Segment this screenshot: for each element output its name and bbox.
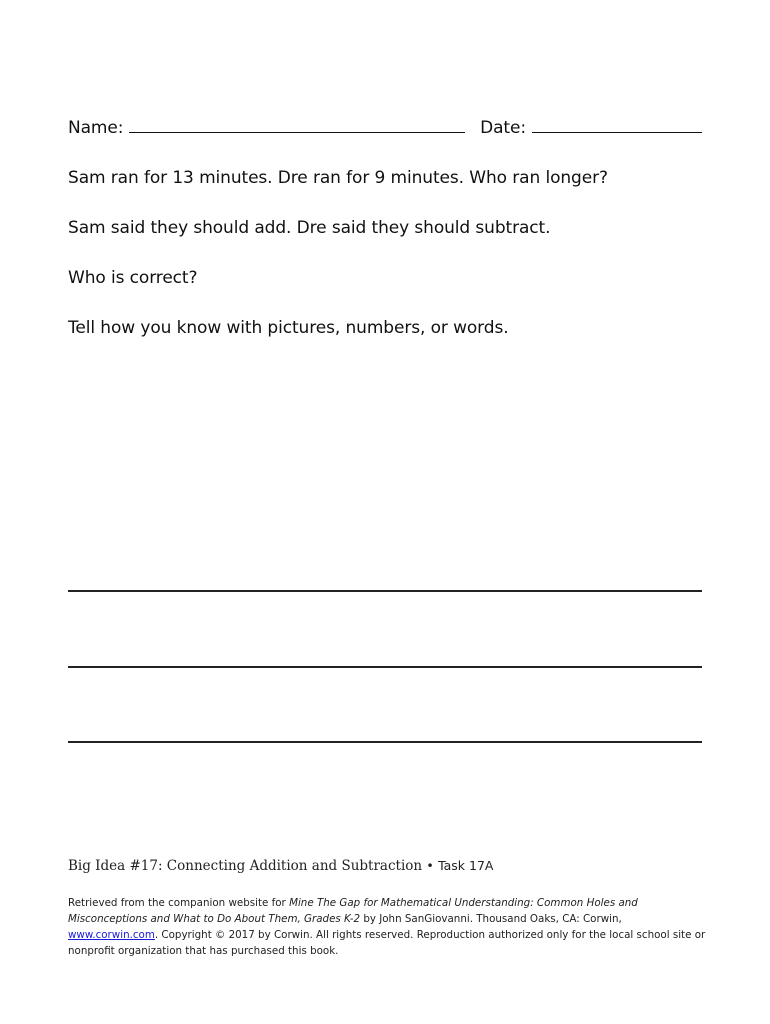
date-blank-line[interactable] <box>532 116 702 133</box>
answer-line-1[interactable] <box>68 590 702 592</box>
date-field[interactable] <box>480 116 702 139</box>
footer-title <box>68 858 493 874</box>
task-label: Task 17A <box>438 858 494 873</box>
credit-rights: . Copyright © 2017 by Corwin. All rights reserved. Reproduction authorized only for the local school site or <box>154 929 706 941</box>
corwin-link[interactable]: www.corwin.com <box>68 929 155 941</box>
title-separator: • <box>426 858 434 873</box>
problem-text-line-1: Sam ran for 13 minutes. Dre ran for 9 minutes. Who ran longer? <box>68 168 608 188</box>
answer-line-2[interactable] <box>68 666 702 668</box>
credit-line-3 <box>68 927 708 943</box>
name-blank-line[interactable] <box>129 116 465 133</box>
answer-line-3[interactable] <box>68 741 702 743</box>
problem-text-line-2: Sam said they should add. Dre said they should subtract. <box>68 218 551 238</box>
instruction-text: Tell how you know with pictures, numbers, or words. <box>68 318 509 338</box>
name-date-row <box>68 116 702 139</box>
big-idea-title: Big Idea #17: Connecting Addition and Subtraction <box>68 858 423 874</box>
question-text: Who is correct? <box>68 268 198 288</box>
name-label: Name: <box>68 118 124 138</box>
credit-line-2 <box>68 911 708 927</box>
name-field[interactable] <box>68 116 465 139</box>
credit-line-1 <box>68 895 708 911</box>
credit-author: by John SanGiovanni. Thousand Oaks, CA: Corwin, <box>360 913 622 925</box>
credit-prefix: Retrieved from the companion website for <box>68 897 290 909</box>
book-title-part-1: Mine The Gap for Mathematical Understanding: Common Holes and <box>289 897 638 909</box>
credit-line-4: nonprofit organization that has purchased this book. <box>68 945 339 957</box>
book-title-part-2: Misconceptions and What to Do About Them, Grades K-2 <box>68 913 361 925</box>
date-label: Date: <box>480 118 526 138</box>
copyright-notice <box>68 895 708 959</box>
